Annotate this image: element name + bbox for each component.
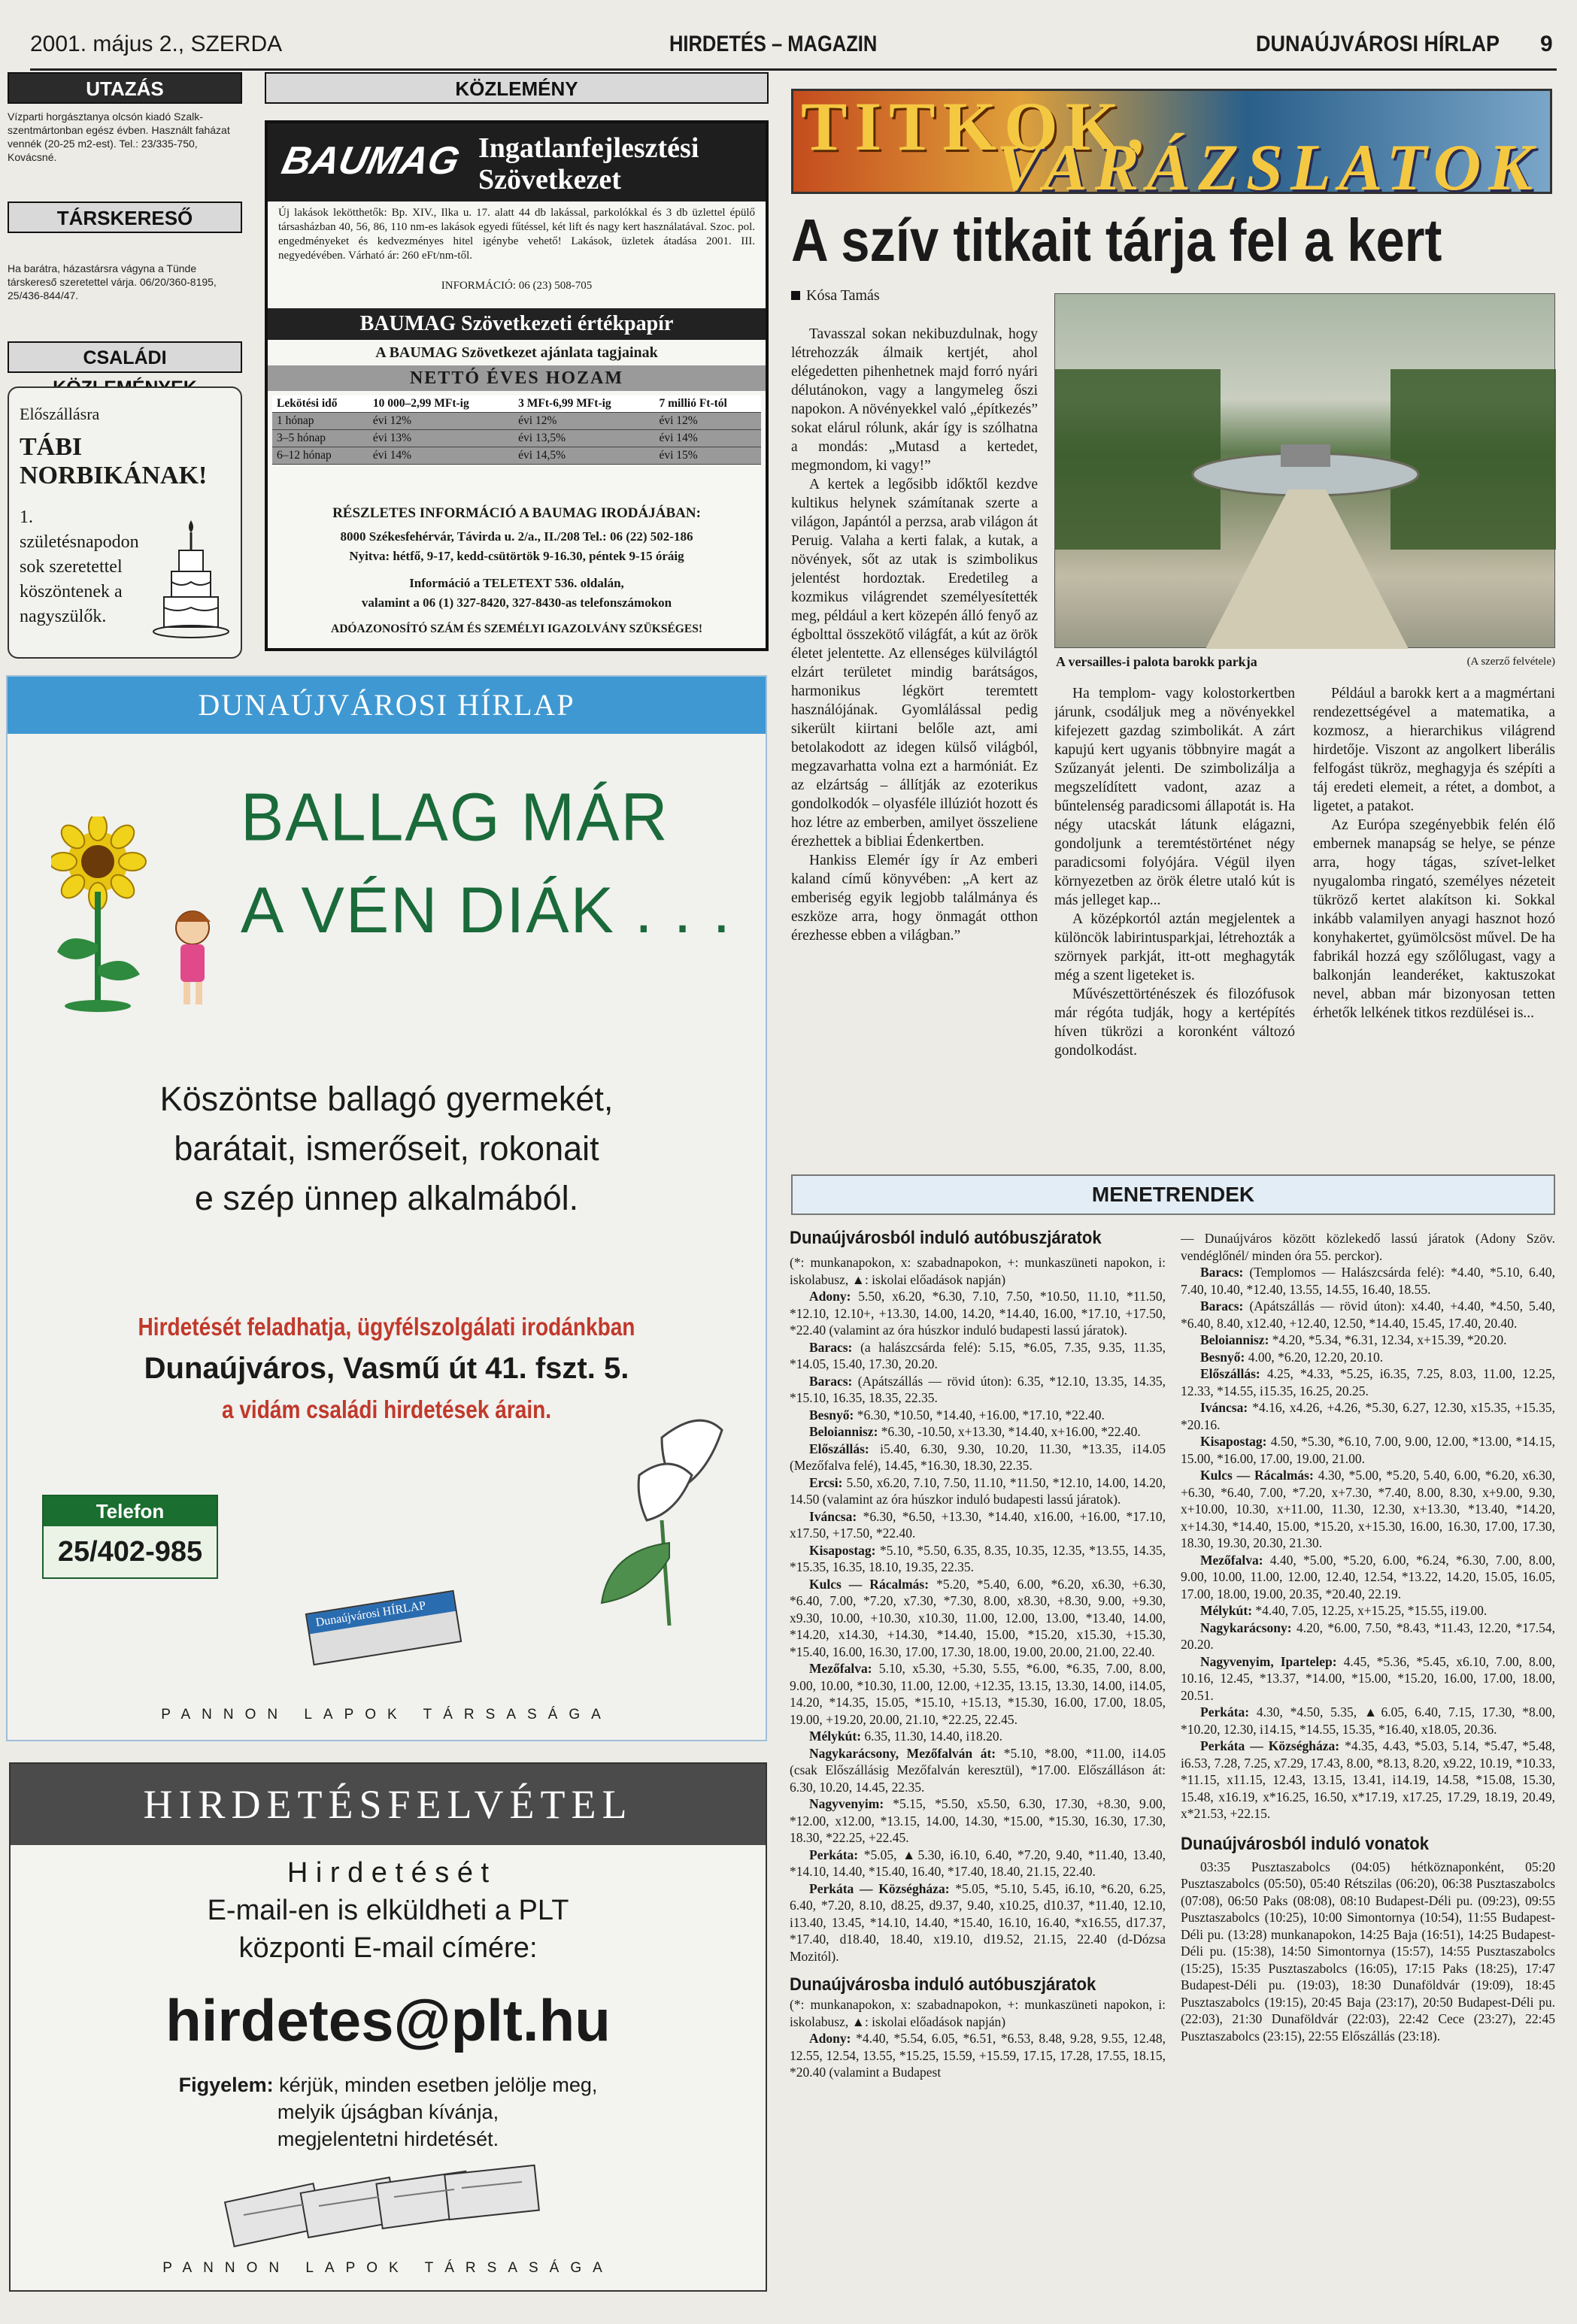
schedule-line: [790, 1576, 1166, 1661]
schedule-line: [1181, 1332, 1555, 1349]
yield-table: [272, 395, 761, 465]
baumag-hours: Nyitva: hétfő, 9-17, kedd-csütörtök 9-16.30, péntek 9-15 óráig: [349, 549, 684, 563]
stop-name: Mezőfalva:: [809, 1661, 872, 1676]
table-row: [272, 447, 761, 465]
calla-lily-icon: [594, 1407, 752, 1633]
col-header: 7 millió Ft-tól: [654, 395, 761, 413]
hirdetes-line3: központi E-mail címére:: [238, 1932, 538, 1964]
phone-number: 25/402-985: [44, 1526, 217, 1577]
stop-name: Iváncsa:: [809, 1508, 857, 1524]
stop-times: *6.30, *10.50, *14.40, +16.00, *17.10, *22.40.: [857, 1407, 1105, 1423]
table-row: [272, 413, 761, 430]
table-cell: évi 15%: [654, 447, 761, 465]
stop-name: Perkáta:: [1200, 1704, 1250, 1720]
phone-info: valamint a 06 (1) 327-8420, 327-8430-as telefonszámokon: [361, 595, 672, 610]
table-cell: évi 13%: [368, 430, 514, 447]
stop-times: *6.30, *6.50, +13.30, *14.40, x16.00, +16.00, *17.10, x17.50, +17.50, *22.40.: [790, 1508, 1166, 1541]
stop-name: Nagykarácsony:: [1200, 1620, 1292, 1635]
stop-times: (Apátszállás — rövid úton): x4.40, +4.40, *4.50, 5.40, *6.40, 8.40, x12.40, +12.40, 12.50, *14.40, 15.45, 17.40, 20.40.: [1181, 1298, 1555, 1331]
stop-name: Perkáta — Községháza:: [809, 1880, 950, 1896]
baumag-body: Új lakások lekötthetők: Bp. XIV., Ilka u. 17. alatt 44 db lakással, parkolókkal és 3 db üzlettel épülő társasházban 40, 56, 86, 110 nm-es lakások egyedi fűtéssel, két lift és nagy kert használatával. Szoc. pol. engedményeket és kedvezményes hitel igénybe vehető! Lakások, üzletek átadása 2001. III. negyedévében. Várható ár: 260 eFt/nm-től.: [278, 207, 755, 262]
figyelem-label: Figyelem:: [178, 2074, 274, 2096]
pannon-label: PANNON LAPOK TÁRSASÁGA: [162, 2260, 614, 2276]
stop-name: Kulcs — Rácalmás:: [1200, 1468, 1314, 1483]
stop-name: Besnyő:: [809, 1407, 854, 1423]
schedule-right: [1181, 1230, 1555, 2310]
netto-heading: NETTÓ ÉVES HOZAM: [268, 365, 766, 391]
schedule-line: [1181, 1349, 1555, 1366]
legend: (*: munkanapokon, x: szabadnapokon, +: munkaszüneti napokon, i: iskolabusz, ▲: iskolai előadások napján): [790, 1255, 1166, 1287]
paragraph: Művészettörténészek és filozófusok már régóta tudják, hogy a kertépítés híven tükrözi a koronként változó gondolkodást.: [1054, 986, 1295, 1059]
stop-times: 4.00, *6.20, 12.20, 20.10.: [1248, 1349, 1384, 1365]
schedule-line: [1181, 1433, 1555, 1467]
table-cell: 6–12 hónap: [272, 447, 368, 465]
stop-times: 5.10, x5.30, +5.30, 5.55, *6.00, *6.35, 7.00, 8.00, 9.00, 10.00, *10.30, 11.00, 12.00, +12.35, 13.15, 13.30, 14.00, i14.05, 14.20, *14.35, 15.05, *15.10, +15.13, *15.30, 16.00, 17.00, 18.05, 19.00, +19.20, 20.00, 21.10, *22.25, 22.45.: [790, 1661, 1166, 1727]
schedule-line: [1181, 1365, 1555, 1399]
stop-times: 6.35, 11.30, 14.40, i18.20.: [864, 1729, 1002, 1744]
schedule-line: [1181, 1298, 1555, 1332]
article-col2: [1054, 684, 1295, 1165]
stop-times: *5.10, *8.00, *11.00, i14.05 (csak Előszállásig Mezőfalván keresztül), *17.00. Előszálláson át: 6.30, 10.20, 14.45, 22.35.: [790, 1745, 1166, 1795]
stop-times: 4.20, *6.00, 7.50, *8.43, *11.43, 12.20, *17.54, 20.20.: [1181, 1620, 1555, 1652]
figyelem-line3: megjelentetni hirdetését.: [277, 2128, 499, 2150]
figyelem-line2: melyik újságban kívánja,: [277, 2101, 499, 2123]
birthday-name: TÁBI NORBIKÁNAK!: [20, 433, 208, 489]
schedule-line: [1181, 1738, 1555, 1823]
stop-times: 4.40, *5.00, *5.20, 6.00, *6.24, *6.30, 7.00, 8.00, 9.00, 10.00, 11.00, 12.00, 12.40, 12.54, *13.22, 14.20, 15.05, 16.05, 17.00, 18.00, 19.00, 20.35, *20.40, 22.19.: [1181, 1552, 1555, 1601]
stop-name: Baracs:: [1200, 1298, 1244, 1313]
table-cell: 3–5 hónap: [272, 430, 368, 447]
banner-word1: TITKOK,: [801, 88, 1152, 165]
stop-name: Perkáta — Községháza:: [1200, 1738, 1340, 1753]
schedule-line: [1181, 1704, 1555, 1738]
utazas-ad: Vízparti horgásztanya olcsón kiadó Szalk-szentmártonban egész évben. Használt faházat vennék (20-25 m2-est). Tel.: 23/335-750, Kovácsné.: [8, 111, 230, 163]
stop-name: Előszállás:: [809, 1441, 869, 1456]
stop-name: Nagyvenyim, Ipartelep:: [1200, 1653, 1337, 1669]
table-cell: évi 12%: [654, 413, 761, 430]
stop-name: Kisapostag:: [809, 1542, 876, 1558]
paragraph: Az Európa szegényebbik felén élő embernek manapság se helye, se pénze arra, hogy tágas, szívet-lelket nyugalomba ringató, személyes nézeteit tükröző kertet alakítson ki. Sokkal inkább valamilyen anyagi hasznot hozó konyhakertet, gyümölcsöst művel. De ha fabrikál hozzá egy szőlőlugast, vagy a balkonján leanderéket, kaktuszokat nevel, abban már bizonyosan tetten érhetők lelkének titkos rezdülései is...: [1313, 817, 1555, 1021]
schedule-line: [790, 1728, 1166, 1745]
stop-times: 5.50, x6.20, *6.30, 7.10, 7.50, *10.50, 11.10, *11.50, *12.10, 12.10+, +13.30, 14.00, 14.20, *14.40, 16.00, *17.10, +17.50, *22.40 (valamint az óra húszkor induló budapesti lassú járatok).: [790, 1289, 1166, 1338]
hirdetes-ad: [9, 1762, 767, 2292]
park-photo-graphic: [1055, 294, 1556, 649]
pannon-label: PANNON LAPOK TÁRSASÁGA: [161, 1707, 612, 1723]
paragraph: Hankiss Elemér így ír Az emberi kaland című könyvében: „A kert az emberiség egyik legjobb találmánya és eszköze arra, hogy önmagát otthon érezhesse ebben a világban.”: [791, 853, 1038, 944]
stop-name: Iváncsa:: [1200, 1400, 1248, 1415]
stop-times: *5.20, *5.40, 6.00, *6.20, x6.30, +6.30, *6.40, 7.00, *7.20, x7.30, *7.30, 8.00, x8.30, +8.30, 9.00, +9.30, x9.30, 10.00, +10.30, x10.30, 11.00, 12.00, 13.00, *13.40, 14.00, *14.20, x14.30, +14.30, *14.40, 15.00, *15.20, x15.30, +15.30, *15.40, 16.00, 16.30, 17.00, 17.30, 18.00, 19.00, 20.00, 21.00, 22.40.: [790, 1576, 1166, 1659]
schedule-line: [790, 1407, 1166, 1424]
baumag-address: 8000 Székesfehérvár, Távirda u. 2/a., II./208 Tel.: 06 (22) 502-186: [340, 529, 693, 544]
col-header: 3 MFt-6,99 MFt-ig: [514, 395, 654, 413]
paper-name: DUNAÚJVÁROSI HÍRLAP: [1256, 32, 1500, 56]
stop-times: *4.20, *5.34, *6.31, 12.34, x+15.39, *20.20.: [1272, 1332, 1507, 1347]
hirdetes-line2: E-mail-en is elküldheti a PLT: [207, 1895, 569, 1926]
ajanlat-text: A BAUMAG Szövetkezet ajánlata tagjainak: [375, 344, 658, 361]
byline-square-icon: [791, 291, 800, 300]
ballag-red1: Hirdetését feladhatja, ügyfélszolgálati irodánkban: [138, 1313, 635, 1341]
figyelem-text: kérjük, minden esetben jelölje meg,: [279, 2074, 598, 2096]
hirdetes-heading: HIRDETÉSFELVÉTEL: [11, 1764, 766, 1845]
birthday-ad: [8, 386, 242, 659]
birthday-place: Előszállásra: [20, 405, 100, 423]
table-cell: 1 hónap: [272, 413, 368, 430]
stop-times: *6.30, -10.50, x+13.30, *14.40, x+16.00, *22.40.: [881, 1424, 1141, 1439]
stop-name: Adony:: [809, 1289, 851, 1304]
utazas-heading: UTAZÁS: [8, 72, 242, 104]
schedule-line: [790, 1474, 1166, 1508]
schedule-line: [1181, 1653, 1555, 1704]
phone-label: Telefon: [44, 1496, 217, 1526]
stop-times: 5.50, x6.20, 7.10, 7.50, 11.10, *11.50, *12.10, 14.00, 14.20, 14.50 (valamint az óra húszkor induló budapesti lassú járatok).: [790, 1474, 1166, 1507]
stop-times: *5.05, *5.10, 5.45, i6.10, *6.20, 6.25, 6.40, *7.20, 8.10, d8.25, d9.37, 9.40, x10.25, d10.37, *11.40, 12.10, i13.40, 13.45, *14.10, 14.40, *15.40, 16.10, 16.40, *x16.55, d17.37, *17.40, d18.40, 18.40, x19.10, d19.52, 21.15, 22.40 (d-Dózsa Mozitól).: [790, 1880, 1166, 1964]
author: Kósa Tamás: [806, 287, 880, 304]
stop-times: (a halászcsárda felé): 5.15, *6.05, 7.35, 9.35, 11.35, *14.05, 15.40, 17.30, 20.20.: [790, 1339, 1166, 1371]
col-header: 10 000–2,99 MFt-ig: [368, 395, 514, 413]
cake-icon: [149, 514, 232, 642]
stop-times: *5.05, ▲5.30, i6.10, 6.40, *7.20, 9.40, *11.40, 13.40, *14.10, 14.40, *15.40, 16.40, *17.40, 18.40, 21.15, 22.40.: [790, 1847, 1166, 1879]
stop-name: Előszállás:: [1200, 1366, 1260, 1381]
stop-times: 4.30, *4.50, 5.35, ▲6.05, 6.40, 7.15, 17.30, *8.00, *10.20, 12.30, i14.15, *14.55, 15.35, *16.40, x18.05, 20.36.: [1181, 1704, 1555, 1737]
stop-name: Beloiannisz:: [809, 1424, 878, 1439]
stop-times: 4.50, *5.30, *6.10, 7.00, 9.00, 12.00, *13.00, *14.15, 15.00, *16.00, 17.00, 19.00, 21.00.: [1181, 1434, 1555, 1466]
baumag-title1: Ingatlanfejlesztési: [478, 132, 699, 164]
stop-name: Adony:: [809, 2031, 851, 2046]
ballag-red2: a vidám családi hirdetések árain.: [221, 1395, 552, 1423]
ballag-title1: BALLAG MÁR: [241, 779, 669, 856]
stop-times: *4.40, *5.54, 6.05, *6.51, *6.53, 8.48, 9.28, 9.55, 12.48, 12.55, 12.54, 13.55, *15.25, 15.59, +15.59, 17.15, 17.28, 17.55, 18.15, *20.40 (valamint a Budapest: [790, 2031, 1166, 2080]
stop-times: *4.40, 7.05, 12.25, x+15.25, *15.55, i19.00.: [1255, 1603, 1488, 1618]
birthday-message: 1. születésnapodon sok szeretettel köszöntenek a nagyszülők.: [20, 508, 139, 626]
ballag-banner: DUNAÚJVÁROSI HÍRLAP: [8, 677, 766, 734]
schedule-line: [790, 1847, 1166, 1880]
headline: A szív titkait tárja fel a kert: [791, 207, 1442, 274]
bus-out-heading: Dunaújvárosból induló autóbuszjáratok: [790, 1228, 1102, 1248]
schedule-line: [1181, 1620, 1555, 1653]
section-title: HIRDETÉS – MAGAZIN: [669, 32, 878, 56]
stop-times: (Apátszállás — rövid úton): 6.35, *12.10, 13.35, 14.35, *15.10, 16.35, 18.35, 22.35.: [790, 1373, 1166, 1405]
banner-word2: VARÁZSLATOK: [996, 132, 1540, 205]
schedule-line: [1181, 1399, 1555, 1433]
email-address[interactable]: hirdetes@plt.hu: [165, 1987, 611, 2053]
stop-name: Nagykarácsony, Mezőfalván át:: [809, 1745, 996, 1761]
csaladi-heading: CSALÁDI: [8, 341, 242, 373]
ballag-greet2: barátait, ismerőseit, rokonait: [174, 1129, 599, 1168]
sunflower-girl-icon: [51, 817, 232, 1020]
col-header: Lekötési idő: [272, 395, 368, 413]
stop-name: Mélykút:: [809, 1729, 862, 1744]
schedule-line: [790, 1423, 1166, 1441]
teletext-info: Információ a TELETEXT 536. oldalán,: [409, 576, 624, 590]
schedule-line: [790, 1373, 1166, 1407]
table-cell: évi 13,5%: [514, 430, 654, 447]
newspaper-icon: [305, 1590, 462, 1665]
ballag-greet3: e szép ünnep alkalmából.: [194, 1179, 579, 1217]
ballag-title2: A VÉN DIÁK . . .: [241, 874, 732, 947]
stop-name: Perkáta:: [809, 1847, 859, 1862]
reszletes-info: RÉSZLETES INFORMÁCIÓ A BAUMAG IRODÁJÁBAN:: [332, 505, 701, 521]
stop-name: Kulcs — Rácalmás:: [809, 1576, 930, 1592]
article-col3: [1313, 684, 1555, 1165]
baumag-title2: Szövetkezet: [478, 164, 621, 195]
stop-name: Besnyő:: [1200, 1349, 1245, 1365]
ballag-greet1: Köszöntse ballagó gyermekét,: [159, 1080, 614, 1118]
hirdetes-line1: H i r d e t é s é t: [287, 1857, 490, 1889]
table-cell: évi 12%: [368, 413, 514, 430]
byline: [791, 287, 1039, 305]
stop-name: Nagyvenyim:: [809, 1796, 884, 1811]
kozlemeny-heading: KÖZLEMÉNY: [265, 72, 769, 104]
newspapers-icon: [221, 2162, 552, 2253]
schedule-line: [1181, 1602, 1555, 1620]
stop-name: Baracs:: [809, 1339, 853, 1355]
newspaper-label: Dunaújvárosi HÍRLAP: [307, 1592, 456, 1634]
train-list: 03:35 Pusztaszabolcs (04:05) hétköznaponként, 05:20 Pusztaszabolcs (05:50), 05:40 Rétszilas (06:20), 06:38 Pusztaszabolcs (07:08), 06:50 Paks (08:08), 08:10 Budapest-Déli pu. (09:23), 09:55 Pusztaszabolcs (10:25), 10:00 Simontornya (10:54), 11:55 Budapest-Déli pu. (13:28) munkanapokon, 14:25 Baja (16:51), 14:25 Budapest-Déli pu. (15:38), 14:50 Simontornya (15:57), 14:55 Pusztaszabolcs (15:25), 15:35 Pusztaszabolcs (16:05), 17:15 Paks (18:25), 17:47 Budapest-Déli pu. (19:03), 18:30 Dunaföldvár (19:09), 18:45 Pusztaszabolcs (19:15), 20:45 Baja (23:17), 20:50 Budapest-Déli pu. (22:03), 21:30 Dunaföldvár (22:03), 22:42 Cece (23:27), 22:45 Pusztaszabolcs (23:15), 22:55 Előszállás (23:18).: [1181, 1859, 1555, 2044]
paragraph: Tavasszal sokan nekibuzdulnak, hogy létrehozzák álmaik kertjét, ahol elégedetten pihenhetnek majd forró nyári délutánokon, vagy a langymeleg őszi napokon. A növényekkel való „építkezés” sokat elárul rólunk, akár így is szólhatna a mondás: „Mutasd a kertedet, megmondom, ki vagy!”: [791, 326, 1038, 474]
paragraph: A középkortól aztán megjelentek a különcök labirintusparkjai, létrehozták a szörnyek parkját, itt-ott meghagyták még a szent ligeteket is.: [1054, 911, 1295, 983]
stop-name: Baracs:: [1200, 1265, 1244, 1280]
schedule-line: [790, 1795, 1166, 1847]
photo-caption: [1054, 651, 1555, 674]
schedule-line: [1181, 1552, 1555, 1603]
table-cell: évi 14,5%: [514, 447, 654, 465]
photo-credit: (A szerző felvétele): [1466, 656, 1555, 668]
legend2: (*: munkanapokon, x: szabadnapokon, +: munkaszüneti napokon, i: iskolabusz, ▲: iskolai előadások napján): [790, 1997, 1166, 2029]
caption-text: A versailles-i palota barokk parkja: [1056, 654, 1257, 669]
stop-name: Kisapostag:: [1200, 1434, 1267, 1449]
stop-times: *4.35, 4.43, *5.03, 5.14, *5.47, *5.48, i6.53, 7.28, 7.25, x7.29, 17.43, 8.00, *8.13, 8.20, x9.22, 10.19, *10.33, *11.15, x11.15, 12.43, 13.15, 13.41, i14.19, 14.58, *15.08, 15.30, 15.48, x16.19, x*16.25, 16.50, x*17.19, x17.25, 17.29, 18.19, 20.49, x*21.53, +22.15.: [1181, 1738, 1555, 1821]
baumag-info: INFORMÁCIÓ: 06 (23) 508-705: [441, 280, 593, 292]
table-cell: évi 14%: [368, 447, 514, 465]
ado-info: ADÓAZONOSÍTÓ SZÁM ÉS SZEMÉLYI IGAZOLVÁNY SZÜKSÉGES!: [331, 623, 702, 635]
ballag-address: Dunaújváros, Vasmű út 41. fszt. 5.: [144, 1352, 629, 1385]
tarskereso-ad: Ha barátra, házastársra vágyna a Tünde társkereső szeretettel várja. 06/20/360-8195, 25/436-844/47.: [8, 262, 217, 301]
masthead: [30, 27, 1557, 71]
tarskereso-heading: TÁRSKERESŐ: [8, 201, 242, 233]
stop-name: Baracs:: [809, 1373, 853, 1389]
stop-times: *5.10, *5.50, 6.35, 8.35, 10.35, 12.35, *13.55, 14.35, *15.35, 16.35, 18.10, 19.35, 22.35.: [790, 1542, 1166, 1574]
schedule-line: [790, 1288, 1166, 1339]
table-cell: évi 14%: [654, 430, 761, 447]
page-number: 9: [1540, 32, 1553, 56]
stop-times: 4.45, *5.36, *5.45, x6.10, 7.00, 8.00, 10.16, 12.45, *13.37, *14.00, *15.00, *15.20, 16.00, 17.00, 18.00, 20.51.: [1181, 1653, 1555, 1703]
stop-times: i5.40, 6.30, 9.30, 10.20, 11.30, *13.35, i14.05 (Mezőfalva felé), 14.45, *16.30, 18.30, 22.35.: [790, 1441, 1166, 1473]
paragraph: A kertek a legősibb időktől kezdve kultikus helynek számítanak szerte a világon, Japántól a perzsa, arab világon át Peruig. Valaha a kerti falak, a kutak, a növények, sőt az utak is szimbolikus jelentést hordoztak. Eredetileg a kozmikus világrendet személyesítették meg, például a kert közepén álló fenyő az égbolttal összekötő világfát, a kút az örök életet jelentette. Az ellenséges külvilágtól elzárt területet mindig barátságos, harmonikus légkört teremtett használójának. Gyomlálással pedig sikerült kiirtani belőle azt, ami betolakodott az idegen külső világból, megzavarhatta volna ezt a harmóniát. Ez az elzártság – állítják az ezoterikus gondolkodók – olyasféle illúziót hozott és hoz létre az emberben, amilyet összeliene érezhettek a bibliai Édenkertben.: [791, 477, 1038, 850]
phone-box: [42, 1495, 218, 1579]
schedule-line: [790, 1745, 1166, 1796]
ballag-ad: [6, 675, 767, 1741]
ertekpapir-heading: BAUMAG Szövetkezeti értékpapír: [268, 308, 766, 340]
schedule-left: [790, 1227, 1166, 2310]
issue-date: 2001. május 2., SZERDA: [30, 32, 283, 56]
paragraph: Ha templom- vagy kolostorkertben járunk, csodáljuk meg a növényekkel kifejezett gazdag szimbolikát. A zárt kapujú kert ugyanis többnyire magát a Szűzanyát jelenti. De szimbolizálja a megszelídített vadont, azaz a bűntelenség paradicsomi állapotát is. Ha négy utacskát látunk elágazni, gondoljunk a teremtéstörténet négy paradicsomi folyójára. Végül ilyen környezetben az örök életre utaló kút is más jelleget kap...: [1054, 686, 1295, 908]
schedule-line: [790, 1508, 1166, 1542]
table-row: [272, 430, 761, 447]
stop-name: Beloiannisz:: [1200, 1332, 1269, 1347]
bus-in-list: [1181, 1264, 1555, 1823]
titkok-banner: [791, 88, 1552, 205]
schedule-line: [1181, 1467, 1555, 1552]
stop-times: 4.30, *5.00, *5.20, 5.40, 6.00, *6.20, x6.30, +6.30, *6.40, 7.00, *7.20, x+7.30, *7.40, 8.00, 8.30, x+9.00, 9.30, x+10.00, 10.30, x+11.00, 11.30, 12.30, x+13.30, *13.40, *14.20, x+14.30, *14.40, 15.00, *15.20, x+15.30, 16.00, 16.30, 17.00, 17.30, 18.30, 19.30, 20.30, 21.30.: [1181, 1468, 1555, 1550]
schedule-line: [790, 2030, 1166, 2081]
bus-in-heading: Dunaújvárosba induló autóbuszjáratok: [790, 1974, 1096, 1995]
intro-line: — Dunaújváros között közlekedő lassú járatok (Adony Szöv. vendéglőnél/ minden óra 55. perckor).: [1181, 1231, 1555, 1263]
table-cell: évi 12%: [514, 413, 654, 430]
schedule-line: [790, 1542, 1166, 1576]
yield-table-header: [272, 395, 761, 413]
schedule-line: [1181, 1264, 1555, 1298]
stop-times: *5.15, *5.50, x5.50, 6.30, 17.30, +8.30, 9.00, *12.00, x12.00, *13.15, 14.00, 14.30, *15.00, *15.30, 16.30, 17.30, 18.30, *22.25, +22.45.: [790, 1796, 1166, 1845]
schedule-line: [790, 1441, 1166, 1474]
paragraph: Például a barokk kert a a magmértani rendezettségével a matematika, a kozmosz, a hierarchikus világrend hirdetője. Viszont az angolkert liberális felfogást tükröz, meghagyja és szépíti a táj eredeti elemeit, a rétet, a dombot, a ligetet, a patakot.: [1313, 686, 1555, 814]
baumag-ad: [265, 120, 769, 651]
bus-out-list: [790, 1288, 1166, 1965]
schedule-line: [790, 1660, 1166, 1728]
schedule-line: [790, 1880, 1166, 1965]
menetrend-heading: MENETRENDEK: [791, 1174, 1555, 1215]
stop-times: *4.16, x4.26, +4.26, *5.30, 6.27, 12.30, x15.35, +15.35, *20.16.: [1181, 1400, 1555, 1432]
baumag-logo: BAUMAG: [277, 139, 464, 183]
article-col1: [791, 325, 1038, 1159]
train-heading: Dunaújvárosból induló vonatok: [1181, 1833, 1429, 1854]
stop-name: Mezőfalva:: [1200, 1552, 1263, 1568]
schedule-line: [790, 1339, 1166, 1373]
stop-times: 4.25, *4.33, *5.25, i6.35, 7.25, 8.03, 11.00, 12.25, 12.33, *14.55, i15.35, 16.25, 20.25.: [1181, 1366, 1555, 1398]
stop-times: (Templomos — Halászcsárda felé): *4.40, *5.10, 6.40, 7.40, 10.40, *12.40, 13.55, 14.55, 16.40, 18.55.: [1181, 1265, 1555, 1297]
stop-name: Ercsi:: [809, 1474, 843, 1490]
stop-name: Mélykút:: [1200, 1603, 1253, 1618]
versailles-photo: [1054, 293, 1555, 648]
baumag-header: [268, 123, 766, 201]
figyelem-line1: [11, 2074, 766, 2097]
